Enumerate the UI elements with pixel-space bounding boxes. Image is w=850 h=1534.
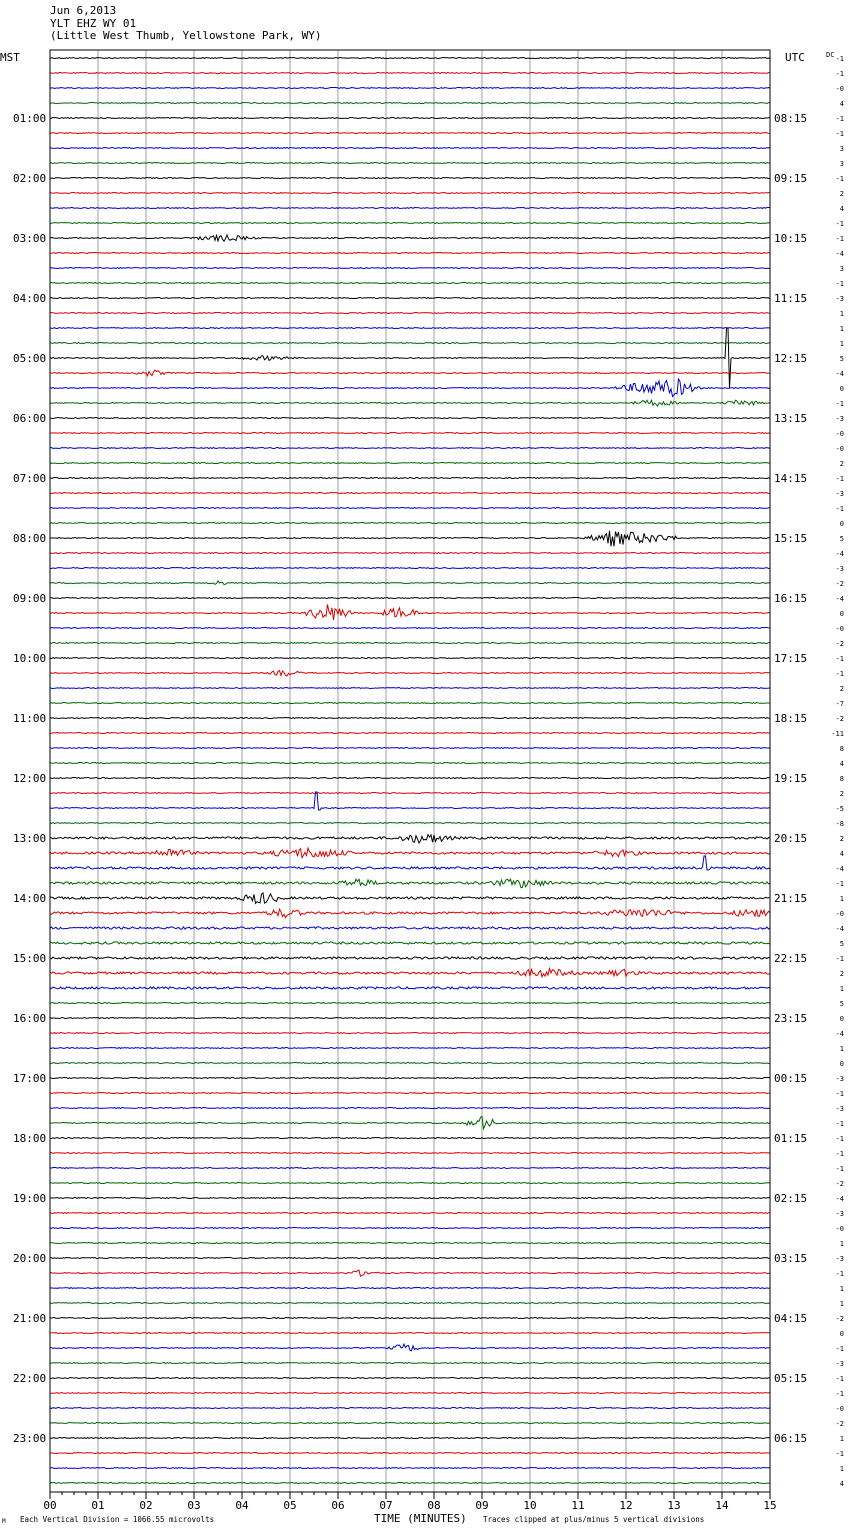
dc-offset-label: -2 <box>835 1180 844 1188</box>
dc-offset-label: -1 <box>835 880 844 888</box>
trace-68 <box>50 1078 770 1079</box>
dc-offset-label: 3 <box>839 145 844 153</box>
trace-54 <box>50 856 770 870</box>
hour-label-utc: 22:15 <box>774 952 808 965</box>
hour-label-local: 10:00 <box>13 652 47 665</box>
dc-offset-label: -1 <box>835 1135 844 1143</box>
trace-94 <box>50 1468 770 1469</box>
trace-76 <box>50 1198 770 1199</box>
trace-8 <box>50 178 770 179</box>
header-location: (Little West Thumb, Yellowstone Park, WY) <box>50 29 322 42</box>
trace-26 <box>50 448 770 449</box>
dc-offset-label: -2 <box>835 1315 844 1323</box>
x-tick-label: 13 <box>667 1499 681 1512</box>
dc-offset-label: 0 <box>839 610 844 618</box>
trace-73 <box>50 1153 770 1154</box>
scale-note: Each Vertical Division = 1066.55 microvolts <box>20 1515 215 1524</box>
hour-label-local: 05:00 <box>13 352 47 365</box>
trace-84 <box>50 1318 770 1319</box>
x-tick-label: 08 <box>427 1499 441 1512</box>
utc-hour-labels <box>774 112 807 1445</box>
trace-43 <box>50 703 770 704</box>
dc-offset-label: 1 <box>839 1285 844 1293</box>
dc-offset-label: -1 <box>835 400 844 408</box>
dc-offset-label: -11 <box>831 730 844 738</box>
trace-60 <box>50 957 770 959</box>
trace-9 <box>50 193 770 194</box>
trace-95 <box>50 1483 770 1484</box>
dc-offset-label: -1 <box>835 1345 844 1353</box>
dc-offset-label: -0 <box>835 85 844 93</box>
trace-64 <box>50 1018 770 1019</box>
hour-label-local: 09:00 <box>13 592 47 605</box>
hour-label-local: 18:00 <box>13 1132 47 1145</box>
dc-offset-label: 2 <box>839 460 844 468</box>
trace-83 <box>50 1303 770 1304</box>
dc-offset-label: 5 <box>839 535 844 543</box>
dc-offset-label: 2 <box>839 685 844 693</box>
dc-offset-label: 4 <box>839 1480 844 1488</box>
dc-offset-label: 1 <box>839 1045 844 1053</box>
trace-44 <box>50 718 770 719</box>
right-timezone-label: UTC <box>785 51 805 64</box>
dc-offset-label: 1 <box>839 340 844 348</box>
trace-50 <box>50 792 770 810</box>
dc-offset-label: -2 <box>835 1420 844 1428</box>
trace-59 <box>50 942 770 944</box>
trace-82 <box>50 1288 770 1289</box>
trace-91 <box>50 1423 770 1424</box>
dc-offset-label: -1 <box>835 1120 844 1128</box>
dc-offset-label: 5 <box>839 1000 844 1008</box>
trace-17 <box>50 313 770 314</box>
trace-31 <box>50 523 770 524</box>
hour-label-local: 02:00 <box>13 172 47 185</box>
hour-label-utc: 05:15 <box>774 1372 808 1385</box>
trace-63 <box>50 1003 770 1004</box>
corner-mark: M <box>2 1518 6 1525</box>
hour-label-utc: 13:15 <box>774 412 808 425</box>
dc-offset-label: -3 <box>835 415 844 423</box>
hour-label-local: 13:00 <box>13 832 47 845</box>
dc-offset-label: 3 <box>839 160 844 168</box>
x-tick-label: 05 <box>283 1499 297 1512</box>
trace-66 <box>50 1048 770 1049</box>
x-tick-label: 00 <box>43 1499 57 1512</box>
dc-column-label: DC <box>826 51 835 59</box>
trace-5 <box>50 133 770 134</box>
dc-offset-label: 1 <box>839 325 844 333</box>
trace-86 <box>50 1344 770 1351</box>
trace-72 <box>50 1138 770 1139</box>
dc-offset-label: -1 <box>835 955 844 963</box>
trace-6 <box>50 148 770 149</box>
trace-21 <box>50 370 770 376</box>
dc-offset-label: 5 <box>839 940 844 948</box>
trace-15 <box>50 283 770 284</box>
dc-offset-label: 1 <box>839 310 844 318</box>
trace-49 <box>50 793 770 794</box>
hour-label-utc: 11:15 <box>774 292 808 305</box>
trace-55 <box>50 879 770 888</box>
x-tick-label: 06 <box>331 1499 345 1512</box>
trace-45 <box>50 733 770 734</box>
hour-label-local: 20:00 <box>13 1252 47 1265</box>
trace-78 <box>50 1228 770 1229</box>
dc-offset-label: 8 <box>839 775 844 783</box>
hour-label-utc: 12:15 <box>774 352 808 365</box>
trace-85 <box>50 1333 770 1334</box>
hour-label-utc: 01:15 <box>774 1132 808 1145</box>
x-tick-label: 15 <box>763 1499 777 1512</box>
trace-1 <box>50 73 770 74</box>
dc-offset-label: -1 <box>835 175 844 183</box>
dc-offset-label: -3 <box>835 295 844 303</box>
hour-label-local: 12:00 <box>13 772 47 785</box>
trace-71 <box>50 1116 770 1128</box>
x-tick-label: 07 <box>379 1499 393 1512</box>
dc-offset-label: -3 <box>835 565 844 573</box>
dc-offset-label: -3 <box>835 490 844 498</box>
hour-label-local: 15:00 <box>13 952 47 965</box>
dc-offset-label: -5 <box>835 805 844 813</box>
trace-58 <box>50 927 770 929</box>
trace-67 <box>50 1063 770 1064</box>
trace-33 <box>50 553 770 554</box>
hour-label-utc: 00:15 <box>774 1072 808 1085</box>
x-tick-label: 04 <box>235 1499 249 1512</box>
hour-label-local: 22:00 <box>13 1372 47 1385</box>
trace-88 <box>50 1378 770 1379</box>
dc-offset-label: 1 <box>839 1435 844 1443</box>
dc-offset-label: -0 <box>835 430 844 438</box>
dc-offset-label: 2 <box>839 190 844 198</box>
trace-35 <box>50 581 770 585</box>
dc-offset-label: -0 <box>835 625 844 633</box>
trace-18 <box>50 328 770 329</box>
hour-label-local: 16:00 <box>13 1012 47 1025</box>
hour-label-local: 04:00 <box>13 292 47 305</box>
trace-10 <box>50 208 770 209</box>
trace-2 <box>50 88 770 89</box>
dc-offset-label: -1 <box>835 1090 844 1098</box>
trace-57 <box>50 909 770 917</box>
hour-label-utc: 17:15 <box>774 652 808 665</box>
dc-offset-label: -4 <box>835 550 844 558</box>
hour-label-local: 07:00 <box>13 472 47 485</box>
dc-offset-label: -1 <box>835 655 844 663</box>
trace-42 <box>50 688 770 689</box>
minute-gridlines <box>98 50 722 1492</box>
trace-48 <box>50 778 770 779</box>
trace-75 <box>50 1183 770 1184</box>
dc-offset-label: 3 <box>839 265 844 273</box>
hour-label-utc: 03:15 <box>774 1252 808 1265</box>
dc-offset-label: -1 <box>835 505 844 513</box>
dc-offset-label: -1 <box>835 70 844 78</box>
hour-label-utc: 15:15 <box>774 532 808 545</box>
x-axis-ticks <box>43 1492 776 1512</box>
trace-34 <box>50 568 770 569</box>
dc-offset-label: -1 <box>835 1375 844 1383</box>
trace-52 <box>50 835 770 843</box>
dc-offset-label: 1 <box>839 1465 844 1473</box>
hour-label-local: 01:00 <box>13 112 47 125</box>
hour-label-utc: 18:15 <box>774 712 808 725</box>
trace-19 <box>50 343 770 344</box>
trace-11 <box>50 223 770 224</box>
trace-32 <box>50 531 770 547</box>
trace-56 <box>50 893 770 904</box>
x-axis-title: TIME (MINUTES) <box>374 1512 467 1525</box>
hour-label-local: 03:00 <box>13 232 47 245</box>
dc-offset-label: -0 <box>835 1405 844 1413</box>
dc-offset-label: 2 <box>839 835 844 843</box>
dc-offset-label: -4 <box>835 250 844 258</box>
trace-28 <box>50 478 770 479</box>
trace-53 <box>50 848 770 858</box>
dc-offset-label: -1 <box>835 475 844 483</box>
header-station: YLT EHZ WY 01 <box>50 16 137 30</box>
hour-label-local: 21:00 <box>13 1312 47 1325</box>
dc-offset-label: -2 <box>835 640 844 648</box>
trace-25 <box>50 433 770 434</box>
hour-label-utc: 08:15 <box>774 112 808 125</box>
dc-offset-label: 4 <box>839 760 844 768</box>
dc-offset-label: -1 <box>835 1450 844 1458</box>
hour-label-utc: 16:15 <box>774 592 808 605</box>
trace-38 <box>50 628 770 629</box>
dc-offset-label: -0 <box>835 1225 844 1233</box>
hour-label-utc: 14:15 <box>774 472 808 485</box>
trace-20 <box>50 328 770 388</box>
trace-27 <box>50 463 770 464</box>
dc-offset-label: -4 <box>835 1030 844 1038</box>
hour-label-utc: 02:15 <box>774 1192 808 1205</box>
trace-37 <box>50 605 770 620</box>
dc-offset-label: 1 <box>839 895 844 903</box>
plot-frame <box>50 50 770 1492</box>
x-tick-label: 03 <box>187 1499 201 1512</box>
dc-offset-label: -0 <box>835 445 844 453</box>
trace-36 <box>50 598 770 599</box>
dc-offset-label: 0 <box>839 1015 844 1023</box>
dc-offset-label: -8 <box>835 820 844 828</box>
dc-offset-label: 2 <box>839 970 844 978</box>
trace-47 <box>50 763 770 764</box>
trace-23 <box>50 400 770 406</box>
dc-offset-label: -1 <box>835 280 844 288</box>
dc-offset-label: -1 <box>835 130 844 138</box>
dc-offset-label: -1 <box>835 55 844 63</box>
dc-offset-label: -4 <box>835 595 844 603</box>
trace-65 <box>50 1033 770 1034</box>
dc-offset-label: 1 <box>839 1240 844 1248</box>
dc-offset-label: 1 <box>839 985 844 993</box>
hour-label-utc: 21:15 <box>774 892 808 905</box>
dc-offset-label: -1 <box>835 670 844 678</box>
trace-81 <box>50 1270 770 1276</box>
dc-offset-label: -1 <box>835 220 844 228</box>
x-tick-label: 02 <box>139 1499 153 1512</box>
trace-7 <box>50 163 770 164</box>
trace-29 <box>50 493 770 494</box>
trace-89 <box>50 1393 770 1394</box>
trace-14 <box>50 268 770 269</box>
trace-74 <box>50 1168 770 1169</box>
hour-label-utc: 09:15 <box>774 172 808 185</box>
trace-group <box>50 58 770 1484</box>
dc-offset-label: -7 <box>835 700 844 708</box>
dc-offset-label: 4 <box>839 100 844 108</box>
x-tick-label: 10 <box>523 1499 537 1512</box>
hour-label-local: 19:00 <box>13 1192 47 1205</box>
dc-offset-label: -4 <box>835 865 844 873</box>
dc-offset-label: -1 <box>835 115 844 123</box>
dc-offset-label: 4 <box>839 205 844 213</box>
hour-label-utc: 23:15 <box>774 1012 808 1025</box>
hour-label-utc: 20:15 <box>774 832 808 845</box>
trace-4 <box>50 118 770 119</box>
hour-label-utc: 06:15 <box>774 1432 808 1445</box>
trace-79 <box>50 1243 770 1244</box>
mst-hour-labels <box>13 112 46 1445</box>
hour-label-local: 11:00 <box>13 712 47 725</box>
trace-92 <box>50 1438 770 1439</box>
dc-offset-label: -2 <box>835 580 844 588</box>
trace-30 <box>50 508 770 509</box>
trace-16 <box>50 298 770 299</box>
clip-note: Traces clipped at plus/minus 5 vertical divisions <box>483 1515 705 1524</box>
trace-80 <box>50 1258 770 1259</box>
hour-label-local: 23:00 <box>13 1432 47 1445</box>
hour-label-local: 14:00 <box>13 892 47 905</box>
dc-offset-label: 8 <box>839 745 844 753</box>
dc-offset-label: 0 <box>839 1060 844 1068</box>
x-tick-label: 11 <box>571 1499 585 1512</box>
trace-70 <box>50 1108 770 1109</box>
dc-offset-label: -1 <box>835 1270 844 1278</box>
trace-69 <box>50 1093 770 1094</box>
trace-41 <box>50 671 770 676</box>
dc-offset-label: -4 <box>835 1195 844 1203</box>
dc-offset-label: -3 <box>835 1075 844 1083</box>
hour-label-utc: 04:15 <box>774 1312 808 1325</box>
dc-offset-label: -1 <box>835 1150 844 1158</box>
trace-62 <box>50 987 770 989</box>
dc-offset-label: -3 <box>835 1360 844 1368</box>
dc-offset-label: -4 <box>835 370 844 378</box>
x-tick-label: 14 <box>715 1499 729 1512</box>
header-date: Jun 6,2013 <box>50 4 117 17</box>
dc-offset-label: -1 <box>835 1165 844 1173</box>
trace-77 <box>50 1213 770 1214</box>
trace-51 <box>50 823 770 824</box>
dc-offset-label: -3 <box>835 1255 844 1263</box>
dc-offset-labels <box>831 55 844 1488</box>
trace-40 <box>50 658 770 659</box>
x-tick-label: 09 <box>475 1499 489 1512</box>
trace-87 <box>50 1363 770 1364</box>
trace-3 <box>50 103 770 104</box>
hour-label-utc: 10:15 <box>774 232 808 245</box>
left-timezone-label: MST <box>0 51 20 64</box>
dc-offset-label: 5 <box>839 355 844 363</box>
dc-offset-label: -0 <box>835 910 844 918</box>
hour-label-local: 08:00 <box>13 532 47 545</box>
trace-46 <box>50 748 770 749</box>
trace-61 <box>50 969 770 977</box>
x-tick-label: 12 <box>619 1499 633 1512</box>
dc-offset-label: 0 <box>839 1330 844 1338</box>
dc-offset-label: 1 <box>839 1300 844 1308</box>
dc-offset-label: 0 <box>839 520 844 528</box>
trace-39 <box>50 643 770 644</box>
dc-offset-label: -2 <box>835 715 844 723</box>
trace-24 <box>50 418 770 419</box>
hour-label-local: 06:00 <box>13 412 47 425</box>
trace-13 <box>50 253 770 254</box>
trace-12 <box>50 235 770 241</box>
dc-offset-label: -1 <box>835 1390 844 1398</box>
trace-90 <box>50 1408 770 1409</box>
hour-label-local: 17:00 <box>13 1072 47 1085</box>
dc-offset-label: -3 <box>835 1210 844 1218</box>
dc-offset-label: 0 <box>839 385 844 393</box>
x-tick-label: 01 <box>91 1499 105 1512</box>
dc-offset-label: -3 <box>835 1105 844 1113</box>
dc-offset-label: 2 <box>839 790 844 798</box>
dc-offset-label: 4 <box>839 850 844 858</box>
trace-22 <box>50 379 770 397</box>
hour-label-utc: 19:15 <box>774 772 808 785</box>
dc-offset-label: -4 <box>835 925 844 933</box>
trace-93 <box>50 1453 770 1454</box>
dc-offset-label: -1 <box>835 235 844 243</box>
trace-0 <box>50 58 770 59</box>
